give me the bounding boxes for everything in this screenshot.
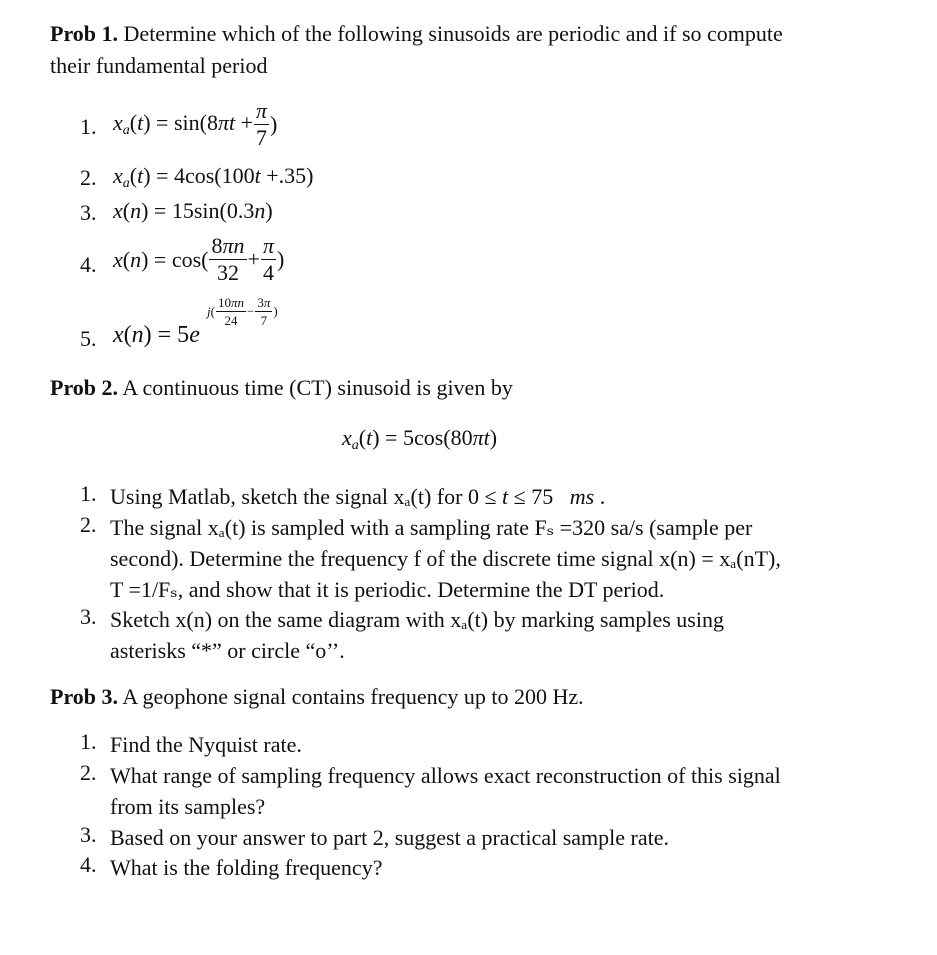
prob1-text-line2: their fundamental period [50,53,268,78]
prob2-label: Prob 2. [50,375,119,400]
prob1-item5-number: 5. [80,326,97,351]
prob1-label: Prob 1. [50,21,119,46]
prob1-item5-exponent: j( $\frac{10\pi n}{24}$ − $\frac{3\pi}{7}$ ) [207,295,278,328]
prob3-item1: Find the Nyquist rate. [110,732,302,757]
prob3-heading [50,681,584,712]
prob1-item5-equation: x(n) = 5e [113,322,200,348]
prob1-item2-equation: $x_a(t) = 4\cos(100t +.35)$ [113,163,314,191]
prob2-equation: $x_a(t) = 5\cos(80\pi t)$ [342,425,498,453]
prob1-item1-number: 1. [80,114,97,139]
prob2-item2-line2: second). Determine the frequency f of the discrete time signal x(n) = xₐ(nT), [110,546,781,571]
prob2-heading [50,372,513,403]
prob1-text-line1: Determine which of the following sinusoids are periodic and if so compute [118,21,783,46]
prob3-item2-line2: from its samples? [110,794,266,819]
prob2-text: A continuous time (CT) sinusoid is given by [118,375,513,400]
prob3-item2-number: 2. [80,760,97,785]
prob3-text: A geophone signal contains frequency up to 200 Hz. [118,684,584,709]
prob1-item3-equation: x(n) = 15sin(0.3n) [113,198,273,223]
prob2-item1-number: 1. [80,481,97,506]
prob2-item1-text: Using Matlab, sketch the signal xₐ(t) for [110,484,468,509]
prob1-item2-number: 2. [80,165,97,190]
prob1-heading [50,18,783,49]
prob1-item4-number: 4. [80,252,97,277]
prob2-item3-number: 3. [80,604,97,629]
prob1-item3-number: 3. [80,200,97,225]
prob3-item4: What is the folding frequency? [110,855,383,880]
prob2-item2-line3: T =1/Fₛ, and show that it is periodic. Determine the DT period. [110,577,665,602]
prob3-item3-number: 3. [80,822,97,847]
prob3-label: Prob 3. [50,684,119,709]
prob2-item2-line1: The signal xₐ(t) is sampled with a sampling rate Fₛ =320 sa/s (sample per [110,515,753,540]
prob3-item2-line1: What range of sampling frequency allows exact reconstruction of this signal [110,763,781,788]
prob3-item1-number: 1. [80,729,97,754]
prob1-item1-equation: $x_a(t) = \sin(8\pi t$ + $\frac{\pi}{7}$ ) [113,98,278,150]
prob3-item3: Based on your answer to part 2, suggest a practical sample rate. [110,825,669,850]
prob2-item2-number: 2. [80,512,97,537]
prob2-item3-line2: asterisks “*” or circle “o’’. [110,638,345,663]
prob2-item3-line1: Sketch x(n) on the same diagram with xₐ(t) by marking samples using [110,607,724,632]
prob3-item4-number: 4. [80,852,97,877]
prob1-item4-equation: x(n) = cos( $\frac{8\pi n}{32}$ + $\frac{\pi}{4}$ ) [113,233,285,285]
prob2-item1-range: 0 ≤ t ≤ 75 ms . [467,484,606,509]
prob2-item1 [110,481,605,512]
